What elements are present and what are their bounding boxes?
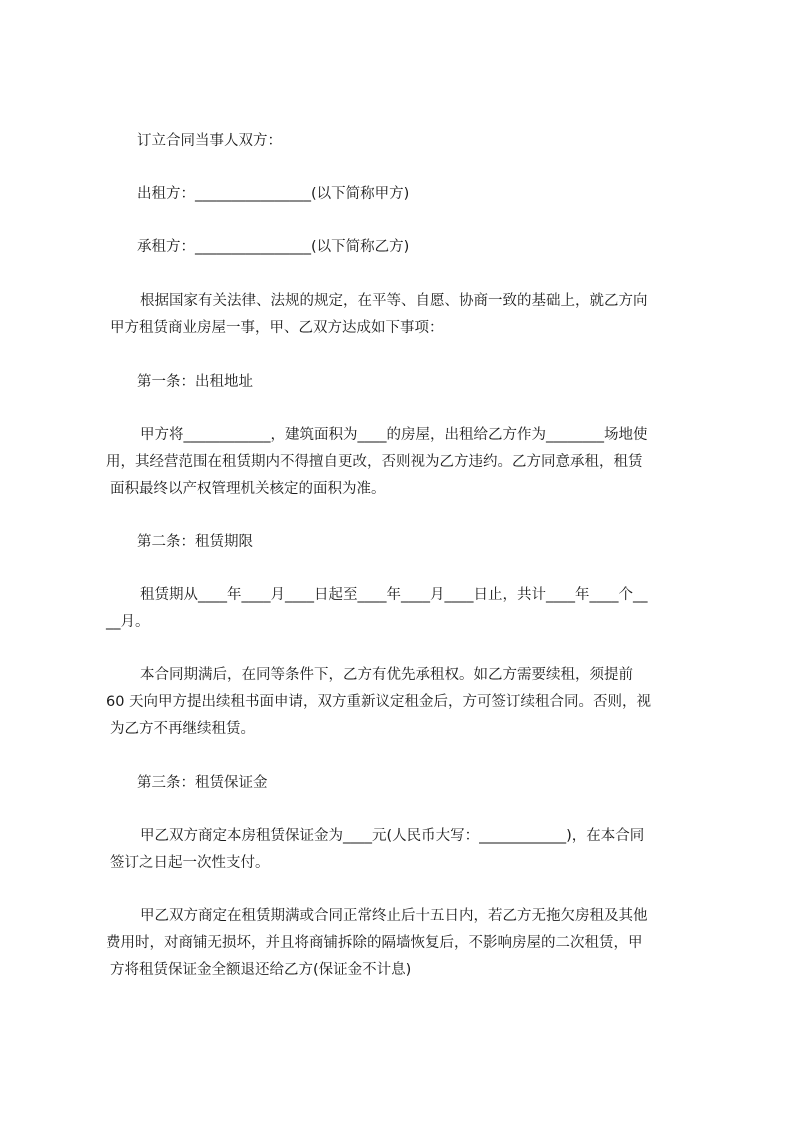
term-line: 租赁期从____年____月____日起至____年____月____日止，共计____年____个__ xyxy=(140,587,648,603)
article2-title: 第二条：租赁期限 xyxy=(137,534,253,550)
refund-line: 费用时，对商铺无损坏，并且将商铺拆除的隔墙恢复后，不影响房屋的二次租赁，甲 xyxy=(106,935,643,951)
refund-line: 甲乙双方商定在租赁期满或合同正常终止后十五日内，若乙方无拖欠房租及其他 xyxy=(140,908,648,924)
parties-intro: 订立合同当事人双方： xyxy=(137,133,282,149)
lessee-line: 承租方：________________(以下简称乙方) xyxy=(137,239,410,255)
deposit-line: 甲乙双方商定本房租赁保证金为____元(人民币大写：____________)，在本合同 xyxy=(140,828,645,844)
lessor-line: 出租方：________________(以下简称甲方) xyxy=(137,186,410,202)
refund-line: 方将租赁保证金全额退还给乙方(保证金不计息) xyxy=(110,962,412,978)
article1-title: 第一条：出租地址 xyxy=(137,374,253,390)
renewal-line: 60 天向甲方提出续租书面申请，双方重新议定租金后，方可签订续租合同。否则，视 xyxy=(106,694,652,710)
preamble-line: 甲方租赁商业房屋一事，甲、乙双方达成如下事项： xyxy=(110,320,444,336)
renewal-line: 为乙方不再继续租赁。 xyxy=(110,721,255,737)
preamble-line: 根据国家有关法律、法规的规定，在平等、自愿、协商一致的基础上，就乙方向 xyxy=(140,293,648,309)
deposit-line: 签订之日起一次性支付。 xyxy=(110,855,270,871)
term-line: __月。 xyxy=(106,614,150,630)
article1-line: 面积最终以产权管理机关核定的面积为准。 xyxy=(110,481,386,497)
renewal-line: 本合同期满后，在同等条件下，乙方有优先承租权。如乙方需要续租，须提前 xyxy=(140,667,633,683)
article1-line: 甲方将____________，建筑面积为____的房屋，出租给乙方作为________场地使 xyxy=(140,427,648,443)
article3-title: 第三条：租赁保证金 xyxy=(137,775,268,791)
article1-line: 用，其经营范围在租赁期内不得擅自更改，否则视为乙方违约。乙方同意承租，租赁 xyxy=(106,454,643,470)
